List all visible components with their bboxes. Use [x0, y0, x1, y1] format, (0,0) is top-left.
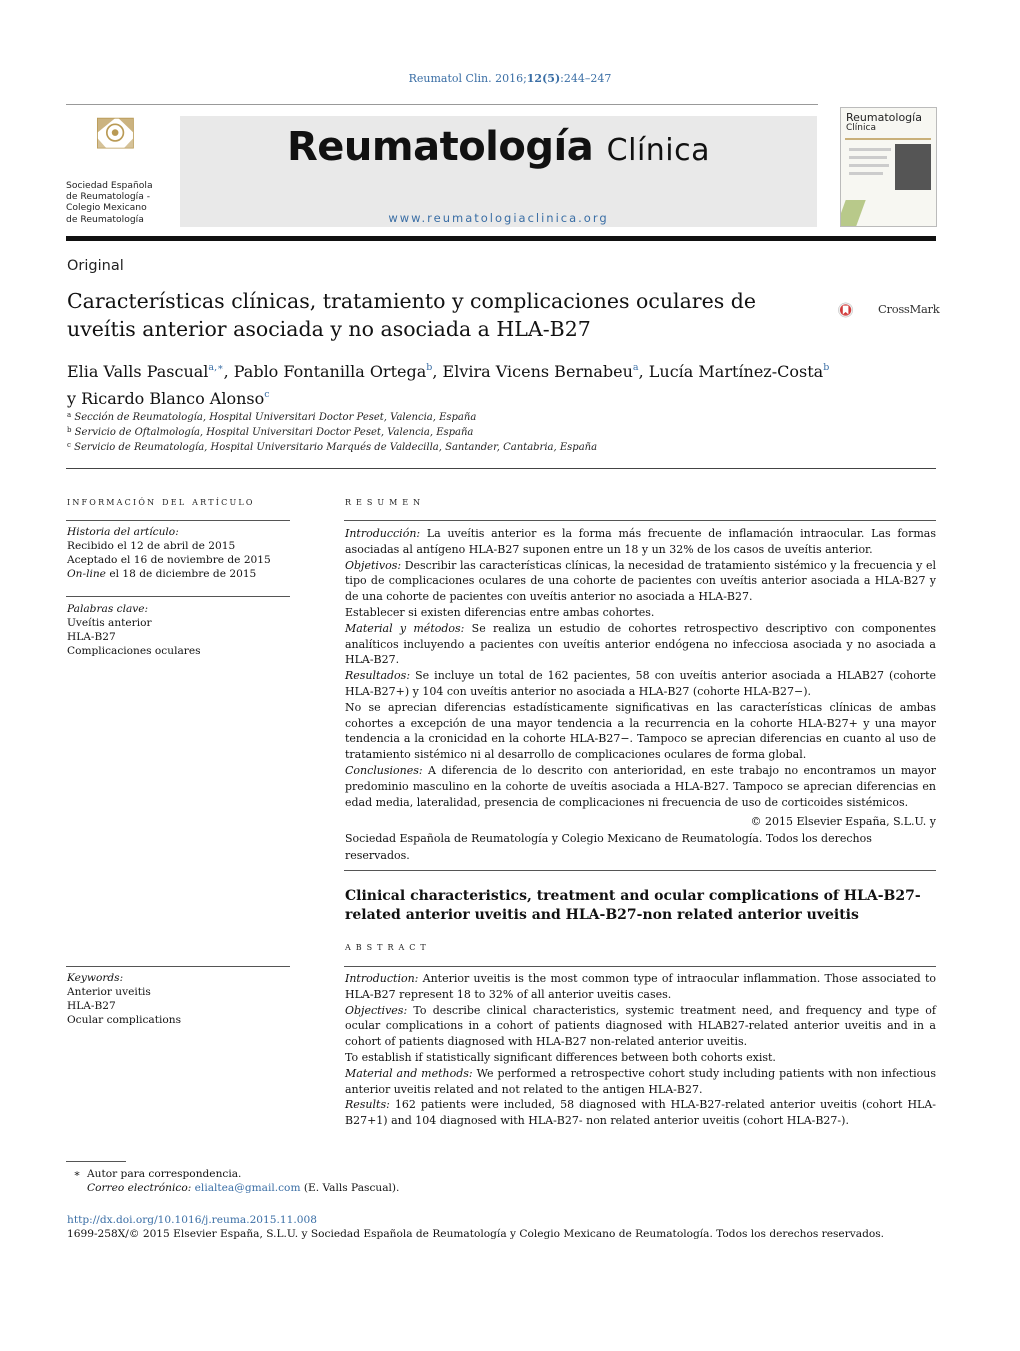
doi-link[interactable]: http://dx.doi.org/10.1016/j.reuma.2015.11.008	[67, 1214, 317, 1226]
author-list: Elia Valls Pascual$^{a,∗}$, Pablo Fontanilla Ortega$^b$, Elvira Vicens Bernabeu$^a$, Lucía Martínez-Costa$^b$ y Ricardo Blanco Alonso$^c$	[67, 362, 830, 408]
crossmark-icon[interactable]	[838, 290, 878, 330]
journal-url-link[interactable]: www.reumatologiaclinica.org	[388, 211, 609, 225]
article-info-heading: información del artículo	[67, 494, 255, 508]
keywords-es: Palabras clave: Uveítis anterior HLA-B27 Complicaciones oculares	[67, 603, 201, 658]
affiliation: $^a$ Sección de Reumatología, Hospital Universitari Doctor Peset, Valencia, España	[67, 411, 477, 423]
divider	[344, 966, 936, 967]
author-affiliation-mark[interactable]: a	[632, 362, 639, 373]
email-link[interactable]: elialtea@gmail.com	[194, 1182, 301, 1194]
affiliation: $^c$ Servicio de Reumatología, Hospital Universitario Marqués de Valdecilla, Santander, Cantabria, España	[67, 441, 598, 453]
section-divider	[66, 468, 936, 469]
author-affiliation-mark[interactable]: a,∗	[208, 362, 224, 373]
author-name[interactable]: Elia Valls Pascual	[67, 362, 209, 381]
abstract-heading: abstract	[345, 939, 431, 953]
author-name[interactable]: y Ricardo Blanco Alonso	[67, 389, 265, 408]
journal-reference[interactable]: Reumatol Clin. 2016;12(5):244–247	[408, 72, 612, 85]
abstract-body: Introduction: Anterior uveitis is the most common type of intraocular inflammation. Those associated to HLA-B27 represent 18 to 32% of all anterior uveitis cases. Objectives: To describe clinical characteristics, systemic treatment need, and frequency and type of ocular complications in a cohort of patients diagnosed with HLAB27-related anterior uveitis and in a cohort of patients diagnosed with HLA-B27 non-related anterior uveitis. To establish if statistically significant differences between both cohorts exist. Material and methods: We performed a retrospective cohort study including patients with non infectious anterior uveitis related and not related to the antigen HLA-B27. Results: 162 patients were included, 58 diagnosed with HLA-B27-related anterior uveitis (cohort HLA-B27+1) and 104 diagnosed with HLA-B27- non related anterior uveitis (cohort HLA-B27-).	[345, 972, 937, 1128]
copyright-es-2: Sociedad Española de Reumatología y Colegio Mexicano de Reumatología. Todos los derechos reservados.	[345, 832, 872, 862]
author-name[interactable]: Pablo Fontanilla Ortega	[233, 362, 427, 381]
english-title: Clinical characteristics, treatment and ocular complications of HLA-B27-related anterior uveitis and HLA-B27-non related anterior uveitis	[345, 888, 921, 923]
divider	[66, 596, 290, 597]
society-name: Sociedad Española de Reumatología - Colegio Mexicano de Reumatología	[66, 180, 153, 225]
divider	[344, 520, 936, 521]
footnote-divider	[66, 1161, 126, 1162]
divider	[344, 870, 936, 871]
article-title: Características clínicas, tratamiento y complicaciones oculares de uveítis anterior asociada y no asociada a HLA-B27	[67, 289, 757, 341]
journal-title: Reumatología Clínica	[287, 124, 710, 170]
author-affiliation-mark[interactable]: b	[426, 362, 433, 373]
society-logo-icon	[66, 116, 172, 178]
author-name[interactable]: Elvira Vicens Bernabeu	[442, 362, 633, 381]
copyright-es: © 2015 Elsevier España, S.L.U. y	[750, 815, 936, 828]
article-type: Original	[67, 258, 124, 274]
divider	[66, 520, 290, 521]
resumen-body: Introducción: La uveítis anterior es la forma más frecuente de inflamación intraocular. Las formas asociadas al antígeno HLA-B27 suponen entre un 18 y un 32% de los casos de uveítis anterior. Objetivos: Describir las características clínicas, la necesidad de tratamiento sistémico y la frecuencia y el tipo de complicaciones oculares de una cohorte de pacientes con uveítis anterior asociada a HLA-B27 y de una cohorte de pacientes con uveítis anterior no asociada a HLA-B27. Establecer si existen diferencias entre ambas cohortes. Material y métodos: Se realiza un estudio de cohortes retrospectivo descriptivo con componentes analíticos incluyendo a pacientes con uveítis anterior endógena no infecciosa asociada y no asociada a HLA-B27. Resultados: Se incluye un total de 162 pacientes, 58 con uveítis anterior asociada a HLAB27 (cohorte HLA-B27+) y 104 con uveítis anterior no asociada a HLA-B27 (cohorte HLA-B27−). No se aprecian diferencias estadísticamente significativas en las características clínicas de ambas cohortes a excepción de una mayor tendencia a la recurrencia en la cohorte HLA-B27+ y una mayor tendencia a la cronicidad en la cohorte HLA-B27−. Tampoco se aprecian diferencias en cuanto al uso de tratamiento sistémico ni al desarrollo de complicaciones oculares de forma global. Conclusiones: A diferencia de lo descrito con anterioridad, en este trabajo no encontramos un mayor predominio masculino en la cohorte de uveítis asociada a HLA-B27. Tampoco se aprecian diferencias en edad media, lateralidad, presencia de complicaciones ni frecuencia de uso de corticoides sistémicos.	[345, 527, 937, 809]
author-name[interactable]: Lucía Martínez-Costa	[648, 362, 824, 381]
cover-title: Reumatología Clínica	[846, 111, 922, 133]
resumen-heading: resumen	[345, 494, 426, 508]
issn-copyright: 1699-258X/© 2015 Elsevier España, S.L.U. y Sociedad Española de Reumatología y Colegio Mexicano de Reumatología. Todos los derechos reservados.	[67, 1228, 885, 1240]
affiliation: $^b$ Servicio de Oftalmología, Hospital Universitari Doctor Peset, Valencia, España	[67, 426, 474, 438]
author-affiliation-mark[interactable]: c	[264, 389, 270, 400]
header-divider	[66, 236, 936, 241]
divider	[66, 966, 290, 967]
author-affiliation-mark[interactable]: b	[823, 362, 830, 373]
top-divider	[66, 104, 818, 105]
corresponding-author-note: ∗ Autor para correspondencia.	[73, 1168, 242, 1180]
keywords-en: Keywords: Anterior uveitis HLA-B27 Ocular complications	[67, 972, 182, 1027]
article-history: Historia del artículo: Recibido el 12 de abril de 2015 Aceptado el 16 de noviembre de 2015 On-line el 18 de diciembre de 2015	[67, 526, 271, 581]
email-note: Correo electrónico: elialtea@gmail.com (E. Valls Pascual).	[87, 1182, 400, 1194]
crossmark-label[interactable]: CrossMark	[878, 302, 940, 316]
